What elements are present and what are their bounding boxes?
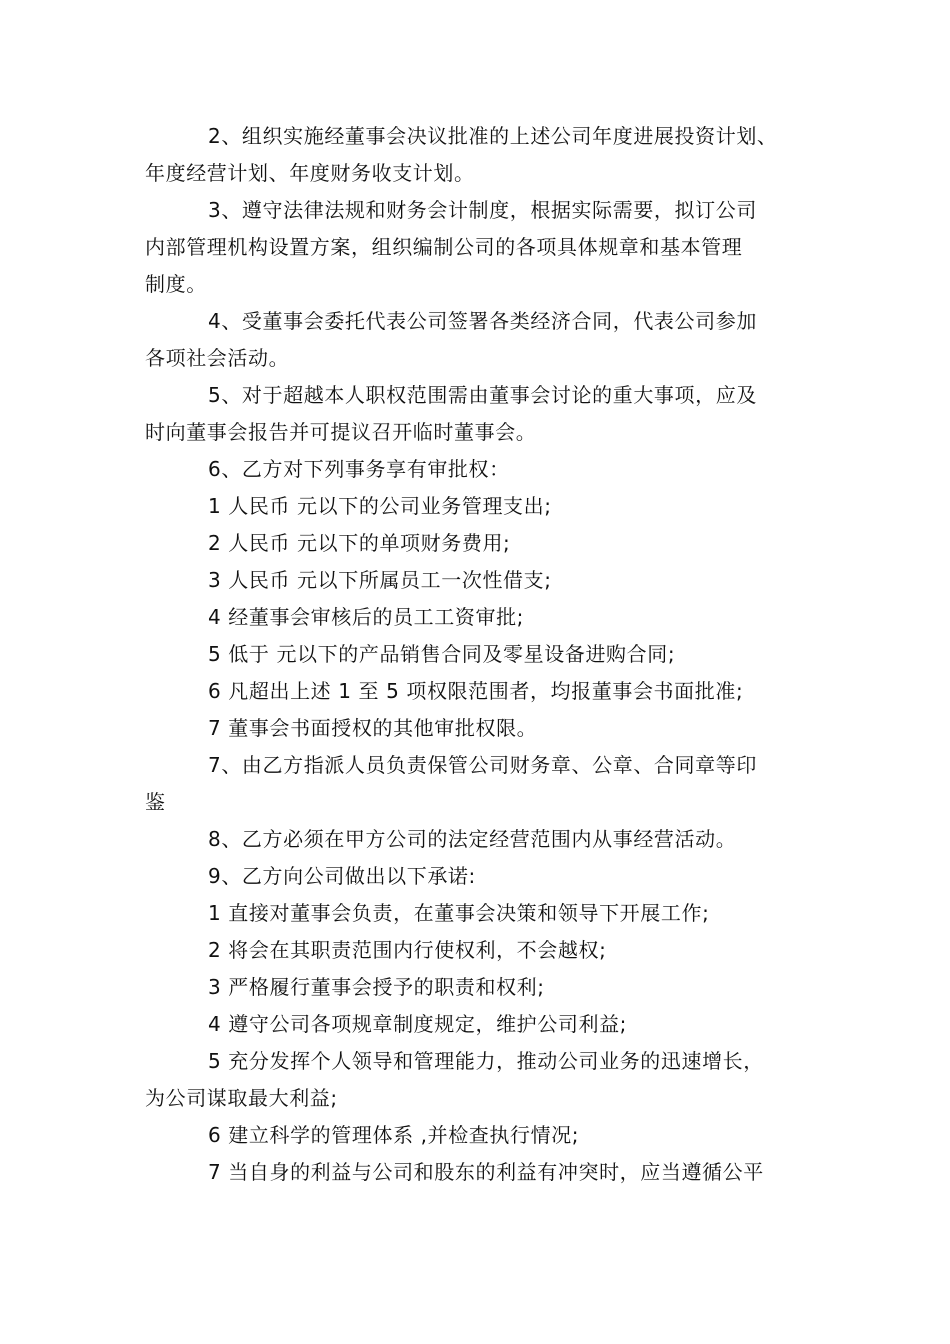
list-item: 1 人民币 元以下的公司业务管理支出; (208, 494, 552, 518)
list-item: 5 低于 元以下的产品销售合同及零星设备进购合同; (208, 642, 676, 666)
paragraph-line: 9、乙方向公司做出以下承诺: (208, 864, 476, 888)
list-item: 为公司谋取最大利益; (145, 1086, 338, 1110)
paragraph-line: 3、遵守法律法规和财务会计制度，根据实际需要，拟订公司 (208, 198, 757, 222)
list-item: 6 建立科学的管理体系 ,并检查执行情况; (208, 1123, 580, 1147)
paragraph-line: 2、组织实施经董事会决议批准的上述公司年度进展投资计划、 (208, 124, 778, 148)
list-item: 7 当自身的利益与公司和股东的利益有冲突时，应当遵循公平 (208, 1160, 764, 1184)
paragraph-line: 4、受董事会委托代表公司签署各类经济合同，代表公司参加 (208, 309, 757, 333)
list-item: 7 董事会书面授权的其他审批权限。 (208, 716, 538, 740)
paragraph-line: 鉴 (145, 790, 166, 814)
list-item: 3 人民币 元以下所属员工一次性借支; (208, 568, 552, 592)
paragraph-line: 7、由乙方指派人员负责保管公司财务章、公章、合同章等印 (208, 753, 757, 777)
list-item: 2 人民币 元以下的单项财务费用; (208, 531, 511, 555)
list-item: 6 凡超出上述 1 至 5 项权限范围者，均报董事会书面批准; (208, 679, 744, 703)
list-item: 2 将会在其职责范围内行使权利，不会越权; (208, 938, 607, 962)
list-item: 1 直接对董事会负责，在董事会决策和领导下开展工作; (208, 901, 710, 925)
paragraph-line: 6、乙方对下列事务享有审批权： (208, 457, 510, 481)
paragraph-line: 时向董事会报告并可提议召开临时董事会。 (145, 420, 537, 444)
list-item: 4 经董事会审核后的员工工资审批; (208, 605, 525, 629)
paragraph-line: 内部管理机构设置方案，组织编制公司的各项具体规章和基本管理 (145, 235, 743, 259)
paragraph-line: 8、乙方必须在甲方公司的法定经营范围内从事经营活动。 (208, 827, 737, 851)
list-item: 4 遵守公司各项规章制度规定，维护公司利益; (208, 1012, 628, 1036)
paragraph-line: 各项社会活动。 (145, 346, 290, 370)
list-item: 5 充分发挥个人领导和管理能力，推动公司业务的迅速增长， (208, 1049, 764, 1073)
paragraph-line: 年度经营计划、年度财务收支计划。 (145, 161, 475, 185)
paragraph-line: 制度。 (145, 272, 207, 296)
list-item: 3 严格履行董事会授予的职责和权利; (208, 975, 545, 999)
paragraph-line: 5、对于超越本人职权范围需由董事会讨论的重大事项，应及 (208, 383, 757, 407)
